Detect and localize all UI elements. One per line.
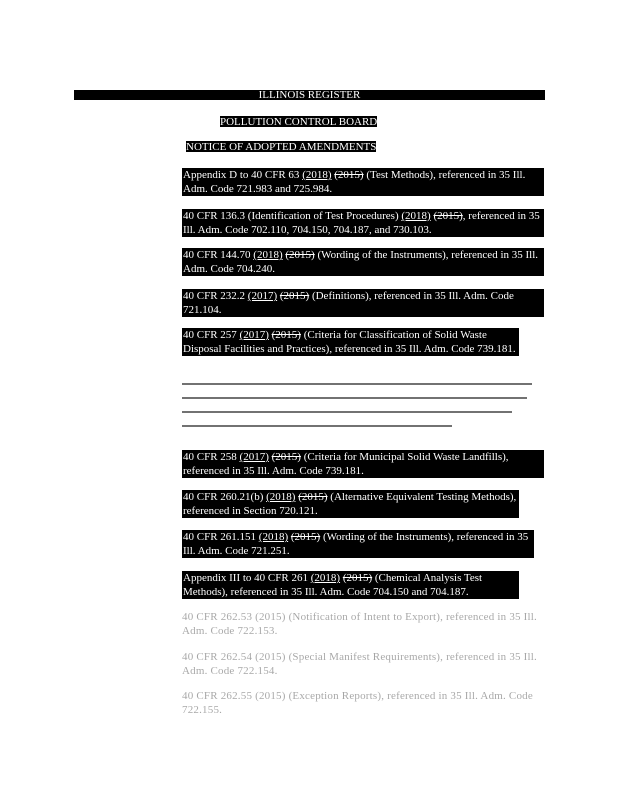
inserted-year: (2018) (258, 531, 289, 543)
reference-entry (182, 168, 544, 196)
reference-entry (182, 450, 544, 478)
entry-text: (Wording of the Instruments), referenced in 35 Ill. Adm. Code 721.251. (183, 531, 529, 557)
deleted-year: (2015) (334, 169, 364, 181)
deleted-reference-entry: 40 CFR 262.54 (2015) (Special Manifest Requirements), referenced in 35 Ill. Adm. Code 722.154. (182, 651, 538, 677)
entry-text: (Test Methods), referenced in 35 Ill. Adm. Code 721.983 and 725.984. (183, 169, 526, 195)
deleted-year: (2015) (285, 249, 315, 261)
deleted-reference-entry: 40 CFR 262.55 (2015) (Exception Reports), referenced in 35 Ill. Adm. Code 722.155. (182, 690, 533, 716)
inserted-year: (2017) (247, 290, 278, 302)
inserted-year: (2017) (239, 329, 269, 341)
deleted-year: (2015) (271, 329, 301, 341)
register-header (74, 90, 545, 100)
reference-entry (182, 530, 534, 558)
entry-text: (Chemical Analysis Test Methods), referenced in 35 Ill. Adm. Code 704.150 and 704.187. (183, 572, 483, 598)
inserted-year: (2018) (253, 249, 283, 261)
entry-text: , referenced in 35 Ill. Adm. Code 702.110, 704.150, 704.187, and 730.103. (183, 210, 540, 236)
entry-text: Appendix D to 40 CFR 63 (183, 169, 303, 181)
deleted-year: (2015) (271, 451, 301, 463)
notice-title: NOTICE OF ADOPTED AMENDMENTS (186, 141, 377, 153)
entry-text: 40 CFR 258 (183, 451, 240, 463)
board-title: POLLUTION CONTROL BOARD (220, 116, 378, 128)
reference-entry (182, 248, 544, 276)
entry-text: 40 CFR 257 (183, 329, 240, 341)
inserted-year: (2018) (266, 491, 296, 503)
inserted-year: (2018) (310, 572, 341, 584)
entry-text: 40 CFR 261.151 (183, 531, 259, 543)
entry-text: 40 CFR 136.3 (Identification of Test Procedures) (183, 210, 402, 222)
entry-text: (Wording of the Instruments), referenced in 35 Ill. Adm. Code 704.240. (183, 249, 539, 275)
deleted-year: (2015) (279, 290, 310, 302)
entry-text: Appendix III to 40 CFR 261 (183, 572, 311, 584)
deleted-year: (2015) (342, 572, 373, 584)
entry-text: 40 CFR 232.2 (183, 290, 248, 302)
reference-entry (182, 571, 519, 599)
inserted-year: (2017) (239, 451, 269, 463)
deleted-reference-entry: 40 CFR 262.53 (2015) (Notification of Intent to Export), referenced in 35 Ill. Adm. Code 722.153. (182, 611, 537, 637)
entry-text: 40 CFR 260.21(b) (183, 491, 267, 503)
inserted-year: (2018) (401, 210, 431, 222)
reference-entry (182, 328, 519, 356)
entry-text: 40 CFR 144.70 (183, 249, 254, 261)
entry-text: (Criteria for Municipal Solid Waste Landfills), referenced in 35 Ill. Adm. Code 739.181. (183, 451, 509, 477)
entry-text: (Alternative Equivalent Testing Methods), referenced in Section 720.121. (183, 491, 517, 517)
deleted-year: (2015) (298, 491, 328, 503)
deleted-year: (2015) (433, 210, 463, 222)
entry-text: (Definitions), referenced in 35 Ill. Adm. Code 721.104. (183, 290, 514, 316)
reference-entry (182, 209, 544, 237)
deleted-year: (2015) (290, 531, 321, 543)
inserted-year: (2018) (302, 169, 332, 181)
reference-entry (182, 289, 544, 317)
reference-entry (182, 490, 519, 518)
entry-text: (Criteria for Classification of Solid Waste Disposal Facilities and Practices), referenced in 35 Ill. Adm. Code 739.181. (183, 329, 516, 355)
illegible-text-block (182, 380, 542, 436)
register-title: ILLINOIS REGISTER (258, 89, 361, 101)
